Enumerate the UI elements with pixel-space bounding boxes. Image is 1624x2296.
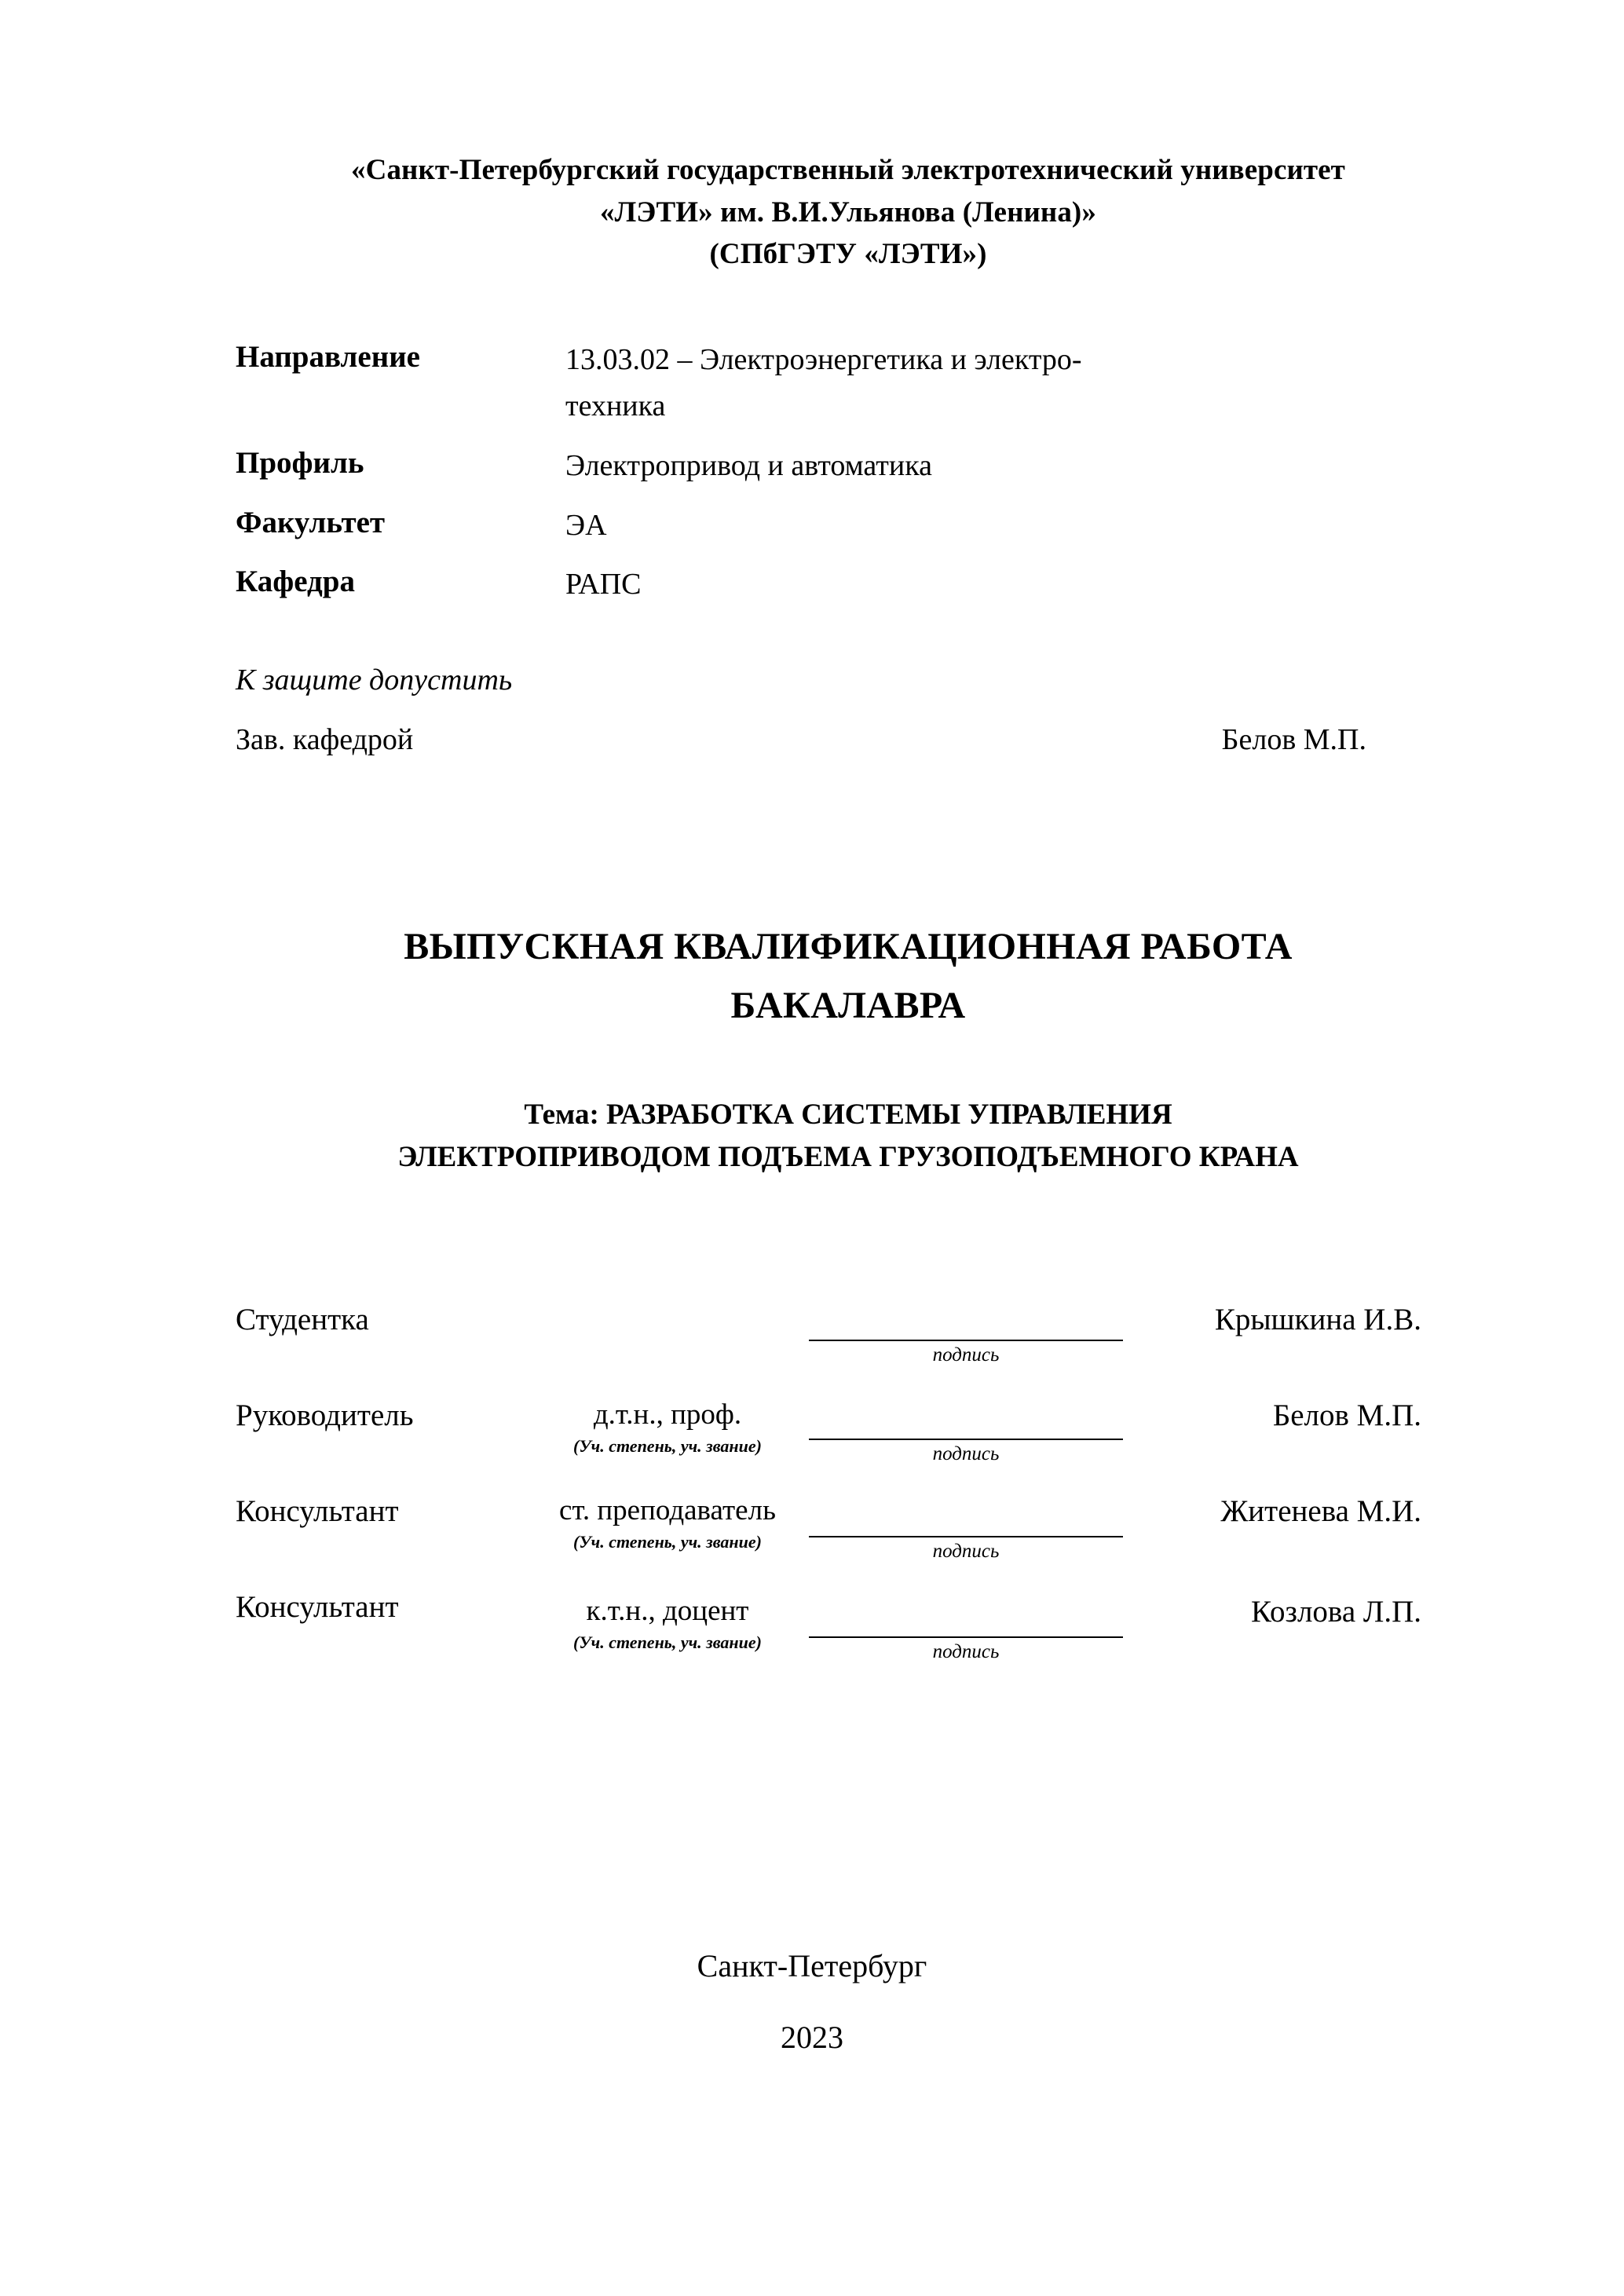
document-theme xyxy=(236,1094,1461,1178)
signature-degree-consultant-1 xyxy=(526,1487,809,1552)
signature-degree-consultant-2 xyxy=(526,1583,809,1652)
footer-city: Санкт-Петербург xyxy=(697,1948,927,1983)
signature-name-consultant-1: Житенева М.И. xyxy=(1220,1494,1421,1529)
signature-degree-text-consultant-2: к.т.н., доцент xyxy=(586,1595,749,1628)
signature-degree-text-supervisor: д.т.н., проф. xyxy=(593,1398,742,1431)
document-theme-line-1: Тема: РАЗРАБОТКА СИСТЕМЫ УПРАВЛЕНИЯ xyxy=(524,1099,1172,1132)
signature-degree-text-consultant-1: ст. преподаватель xyxy=(559,1494,776,1527)
info-label-department: Кафедра xyxy=(236,565,355,599)
signature-degree-note-consultant-1: (Уч. степень, уч. звание) xyxy=(573,1531,762,1552)
signature-caption-consultant-2: подпись xyxy=(932,1641,1000,1663)
info-row-direction xyxy=(236,337,1461,430)
info-value-faculty: ЭА xyxy=(565,508,607,542)
signature-role-consultant-2: Консультант xyxy=(236,1590,399,1625)
approval-name: Белов М.П. xyxy=(1221,723,1366,757)
info-value-profile: Электропривод и автоматика xyxy=(565,448,932,482)
signatures-block xyxy=(236,1296,1461,1665)
approval-role: Зав. кафедрой xyxy=(236,723,414,757)
university-line-2: «ЛЭТИ» им. В.И.Ульянова (Ленина)» xyxy=(600,196,1096,229)
signature-degree-note-supervisor: (Уч. степень, уч. звание) xyxy=(573,1435,762,1456)
university-line-3: (СПбГЭТУ «ЛЭТИ») xyxy=(709,238,987,271)
info-value-department: РАПС xyxy=(565,568,642,601)
signature-caption-student: подпись xyxy=(932,1344,1000,1366)
page-content xyxy=(236,149,1461,1679)
info-label-direction: Направление xyxy=(236,339,420,374)
approval-block xyxy=(236,663,1461,757)
document-title-line-2: БАКАЛАВРА xyxy=(730,984,966,1026)
info-value-direction xyxy=(565,337,1461,430)
signature-line-supervisor[interactable] xyxy=(809,1412,1123,1440)
signature-degree-student xyxy=(526,1296,809,1305)
signature-field-student[interactable] xyxy=(809,1296,1123,1366)
signature-name-student: Крышкина И.В. xyxy=(1214,1303,1421,1337)
signature-role-consultant-1: Консультант xyxy=(236,1494,399,1529)
info-row-department xyxy=(236,561,1461,608)
university-line-1: «Санкт-Петербургский государственный электротехнический университет xyxy=(351,154,1345,186)
info-row-faculty xyxy=(236,503,1461,549)
info-label-faculty: Факультет xyxy=(236,505,386,539)
info-label-profile: Профиль xyxy=(236,445,364,480)
signature-degree-supervisor xyxy=(526,1391,809,1456)
signature-name-supervisor: Белов М.П. xyxy=(1272,1398,1421,1433)
info-value-direction-line-1: 13.03.02 – Электроэнергетика и электро- xyxy=(565,342,1082,376)
info-value-direction-line-2: техника xyxy=(565,389,666,422)
signature-line-consultant-1[interactable] xyxy=(809,1509,1123,1537)
footer-year: 2023 xyxy=(781,2020,843,2055)
approval-row xyxy=(236,722,1461,757)
document-theme-line-2: ЭЛЕКТРОПРИВОДОМ ПОДЪЕМА ГРУЗОПОДЪЕМНОГО КРАНА xyxy=(397,1140,1299,1173)
university-heading xyxy=(236,149,1461,276)
signature-row-supervisor xyxy=(236,1391,1461,1473)
signature-row-student xyxy=(236,1296,1461,1377)
info-row-profile xyxy=(236,443,1461,489)
signature-field-consultant-1[interactable] xyxy=(809,1487,1123,1563)
signature-row-consultant-2 xyxy=(236,1583,1461,1665)
signature-line-consultant-2[interactable] xyxy=(809,1610,1123,1638)
signature-caption-consultant-1: подпись xyxy=(932,1541,1000,1563)
signature-role-student: Студентка xyxy=(236,1303,369,1337)
signature-role-supervisor: Руководитель xyxy=(236,1398,414,1433)
signature-degree-note-consultant-2: (Уч. степень, уч. звание) xyxy=(573,1632,762,1652)
signature-field-consultant-2[interactable] xyxy=(809,1583,1123,1663)
signature-field-supervisor[interactable] xyxy=(809,1391,1123,1465)
signature-name-consultant-2: Козлова Л.П. xyxy=(1250,1595,1421,1629)
program-info xyxy=(236,337,1461,608)
page-footer xyxy=(0,1947,1624,2056)
document-title xyxy=(236,918,1461,1035)
signature-caption-supervisor: подпись xyxy=(932,1443,1000,1465)
approval-note: К защите допустить xyxy=(236,664,513,697)
signature-row-consultant-1 xyxy=(236,1487,1461,1569)
document-title-line-1: ВЫПУСКНАЯ КВАЛИФИКАЦИОННАЯ РАБОТА xyxy=(404,926,1293,968)
signature-line-student[interactable] xyxy=(809,1313,1123,1341)
